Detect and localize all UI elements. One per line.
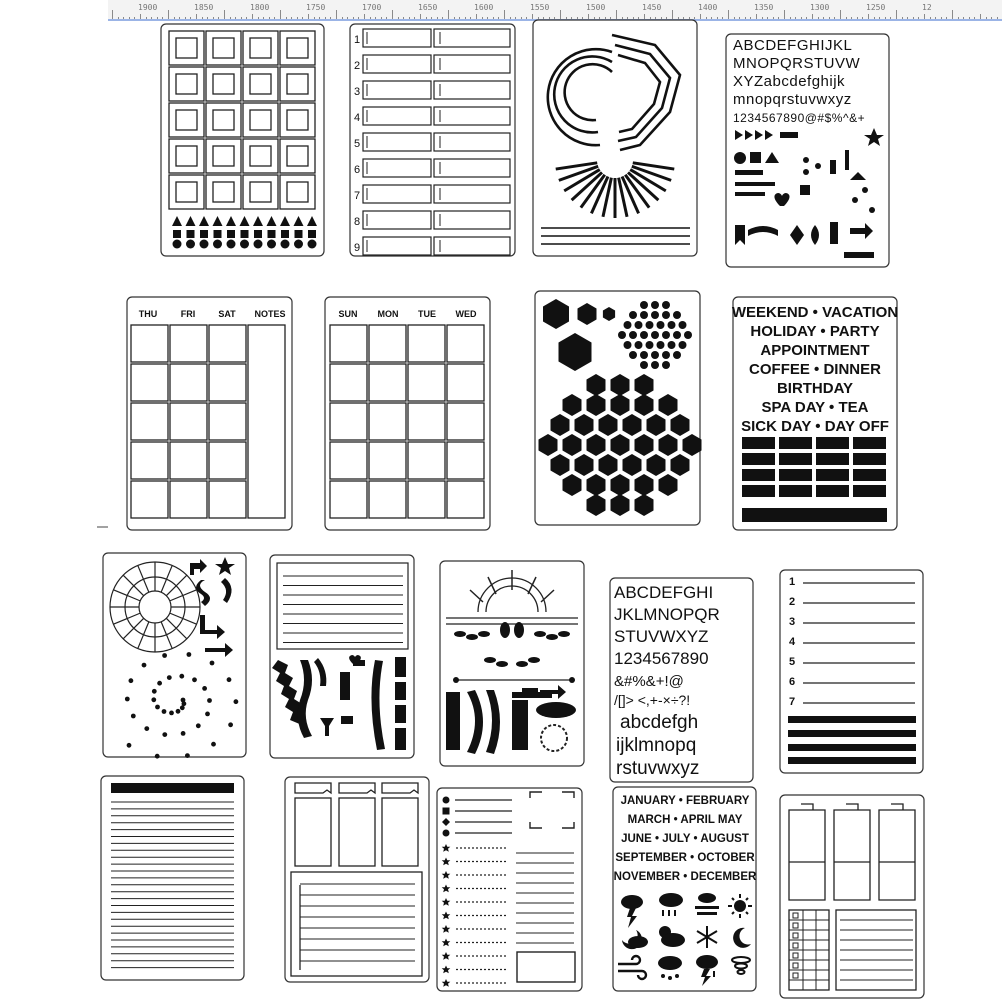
list-number: 8	[354, 216, 361, 228]
ruler-label: 1400	[698, 3, 718, 12]
label-block	[853, 469, 886, 481]
spiral-dot	[151, 697, 156, 702]
alphabet-line: ABCDEFGHIJKL	[733, 37, 853, 54]
square-mark	[295, 230, 303, 238]
ruler-label: 1500	[586, 3, 606, 12]
day-label: SAT	[218, 309, 236, 319]
label-bar	[742, 508, 887, 522]
label-block	[779, 437, 812, 449]
square-mark	[254, 230, 262, 238]
month-line: JUNE • JULY • AUGUST	[621, 833, 749, 845]
alphabet-line: 1234567890@#$%^&+	[733, 111, 866, 125]
dot-mark	[662, 311, 670, 319]
label-block	[816, 453, 849, 465]
spiral-dot	[155, 705, 160, 710]
alphabet-line: ijklmnopq	[616, 735, 697, 756]
alphabet-line: /[]> <,+-×÷?!	[614, 692, 691, 708]
spiral-dot	[176, 709, 181, 714]
week-calendar-sun-stencil	[325, 297, 490, 530]
list-number: 4	[789, 636, 796, 648]
dot-mark	[662, 331, 670, 339]
checklist-stencil	[437, 788, 582, 991]
square-mark	[173, 230, 181, 238]
dot-mark	[629, 331, 637, 339]
dot-mark	[635, 321, 643, 329]
ruler-label: 1350	[754, 3, 774, 12]
ruler-label: 1750	[306, 3, 326, 12]
alphabet-line: MNOPQRSTUVW	[733, 55, 861, 72]
circle-mark	[213, 240, 222, 249]
dot-mark	[640, 351, 648, 359]
list-number: 3	[789, 616, 796, 628]
spiral-dot	[179, 674, 184, 679]
spiral-dot	[167, 675, 172, 680]
dot-mark	[662, 351, 670, 359]
spiral-dot	[142, 663, 147, 668]
dot-mark	[673, 331, 681, 339]
label-block	[779, 469, 812, 481]
day-label: WED	[455, 309, 477, 319]
month-line: JANUARY • FEBRUARY	[620, 795, 750, 807]
day-label: THU	[138, 309, 158, 319]
dot-mark	[684, 331, 692, 339]
bullet-mark	[443, 797, 450, 804]
label-block	[779, 453, 812, 465]
spiral-dot	[234, 699, 239, 704]
circle-hexagon-stencil	[533, 20, 697, 256]
ruler-label: 1700	[362, 3, 382, 12]
spiral-dot	[181, 731, 186, 736]
label-block	[742, 485, 775, 497]
dot-mark	[668, 321, 676, 329]
dot-mark	[640, 301, 648, 309]
dot-mark	[624, 341, 632, 349]
label-block	[742, 437, 775, 449]
ruler-label: 1450	[642, 3, 662, 12]
alphabet-line: STUVWXYZ	[614, 627, 709, 646]
circle-mark	[227, 240, 236, 249]
circle-mark	[294, 240, 303, 249]
label-block	[853, 437, 886, 449]
circle-mark	[281, 240, 290, 249]
label-block	[816, 469, 849, 481]
circle-mark	[267, 240, 276, 249]
spiral-dot	[196, 723, 201, 728]
list-number: 7	[354, 190, 361, 202]
circle-mark	[200, 240, 209, 249]
events-words-stencil	[732, 297, 898, 530]
square-mark	[268, 230, 276, 238]
list-number: 9	[354, 242, 361, 254]
square-mark	[308, 230, 316, 238]
spiral-dot	[211, 742, 216, 747]
dot-mark	[629, 351, 637, 359]
alphabet-line: abcdefgh	[620, 712, 699, 733]
spiral-dot	[180, 705, 185, 710]
circle-mark	[186, 240, 195, 249]
spiral-dot	[127, 743, 132, 748]
square-mark	[187, 230, 195, 238]
ruler-label: 1650	[418, 3, 438, 12]
ruler-label: 1250	[866, 3, 886, 12]
list-number: 6	[354, 164, 361, 176]
week-calendar-thu-stencil	[127, 297, 292, 530]
month-line: SEPTEMBER • OCTOBER	[615, 852, 755, 864]
square-mark	[214, 230, 222, 238]
dot-mark	[635, 341, 643, 349]
dot-mark	[651, 301, 659, 309]
spiral-dot	[162, 709, 167, 714]
square-mark	[241, 230, 249, 238]
list-number: 2	[354, 60, 361, 72]
dot-mark	[624, 321, 632, 329]
spiral-dot	[182, 701, 187, 706]
banners-lines-stencil	[270, 555, 414, 758]
dot-mark	[668, 341, 676, 349]
spiral-dot	[169, 711, 174, 716]
label-block	[742, 469, 775, 481]
spiral-dot	[202, 686, 207, 691]
spiral-dot	[187, 652, 192, 657]
dot-mark	[679, 321, 687, 329]
ruler-label: 1600	[474, 3, 494, 12]
lined-page-stencil	[101, 776, 244, 980]
square-mark	[281, 230, 289, 238]
list-number: 1	[789, 576, 796, 588]
spiral-dot	[207, 698, 212, 703]
event-line: APPOINTMENT	[760, 342, 870, 359]
hexagon-stencil	[535, 291, 702, 525]
square-mark	[200, 230, 208, 238]
ruler-label: 12	[922, 3, 932, 12]
alphabet-line: mnopqrstuvwxyz	[733, 91, 852, 108]
day-label: MON	[377, 309, 399, 319]
spiral-dot	[162, 653, 167, 658]
numbered-seven-stencil	[780, 570, 923, 773]
day-label: SUN	[338, 309, 358, 319]
dot-mark	[646, 341, 654, 349]
dot-mark	[651, 361, 659, 369]
dot-mark	[640, 331, 648, 339]
list-number: 5	[789, 656, 796, 668]
dot-mark	[673, 351, 681, 359]
spiral-dot	[144, 726, 149, 731]
label-block	[853, 453, 886, 465]
label-block	[742, 453, 775, 465]
event-line: COFFEE • DINNER	[749, 361, 881, 378]
alphabet-line: ABCDEFGHI	[614, 583, 714, 602]
ruler-label: 1850	[194, 3, 214, 12]
spiral-dot	[152, 689, 157, 694]
day-label: NOTES	[254, 309, 286, 319]
dot-mark	[618, 331, 626, 339]
circle-mark	[240, 240, 249, 249]
dot-mark	[640, 361, 648, 369]
spiral-dot	[227, 677, 232, 682]
alphabet-icons-stencil	[726, 34, 889, 267]
ruler-label: 1800	[250, 3, 270, 12]
event-line: SPA DAY • TEA	[761, 399, 869, 416]
day-label: FRI	[180, 309, 196, 319]
dot-mark	[673, 311, 681, 319]
event-line: HOLIDAY • PARTY	[750, 323, 880, 340]
dot-mark	[662, 301, 670, 309]
list-number: 2	[789, 596, 796, 608]
columns-tables-stencil	[780, 795, 924, 998]
day-label: TUE	[418, 309, 436, 319]
dot-mark	[679, 341, 687, 349]
dot-mark	[651, 331, 659, 339]
square-mark	[227, 230, 235, 238]
alphabet-line: rstuvwxyz	[616, 758, 700, 779]
label-block	[779, 485, 812, 497]
dot-mark	[651, 351, 659, 359]
spiral-dot	[192, 677, 197, 682]
dot-mark	[646, 321, 654, 329]
sun-laurel-stencil	[440, 561, 584, 766]
dot-mark	[657, 341, 665, 349]
dot-mark	[657, 321, 665, 329]
spiral-dot	[157, 681, 162, 686]
ruler-label: 1300	[810, 3, 830, 12]
spiral-dot	[205, 712, 210, 717]
label-block	[816, 437, 849, 449]
circle-mark	[254, 240, 263, 249]
list-number: 7	[789, 696, 796, 708]
list-number: 4	[354, 112, 361, 124]
alphabet-line: 1234567890	[614, 649, 709, 668]
alphabet-line: &#%&+!@	[614, 673, 684, 690]
wheel-arrows-stencil	[103, 553, 246, 759]
spiral-dot	[228, 722, 233, 727]
three-columns-stencil	[285, 777, 429, 982]
circle-mark	[308, 240, 317, 249]
numbered-list-stencil	[350, 24, 515, 256]
square-grid-stencil	[161, 24, 324, 256]
ruler-label: 1900	[138, 3, 158, 12]
list-number: 1	[354, 34, 361, 46]
alphabet-line: JKLMNOPQR	[614, 605, 720, 624]
dot-mark	[629, 311, 637, 319]
dot-mark	[640, 311, 648, 319]
months-weather-stencil	[613, 787, 757, 991]
dot-mark	[662, 361, 670, 369]
alphabet-large-stencil	[610, 578, 753, 782]
spiral-dot	[155, 754, 160, 759]
ruler-label: 1550	[530, 3, 550, 12]
list-number: 6	[789, 676, 796, 688]
spiral-dot	[129, 678, 134, 683]
alphabet-line: XYZabcdefghijk	[733, 73, 846, 90]
event-line: SICK DAY • DAY OFF	[741, 418, 889, 435]
event-line: WEEKEND • VACATION	[731, 304, 899, 321]
dot-mark	[651, 311, 659, 319]
bullet-mark	[443, 808, 450, 815]
circle-mark	[173, 240, 182, 249]
bullet-mark	[443, 830, 450, 837]
spiral-dot	[210, 661, 215, 666]
list-number: 5	[354, 138, 361, 150]
spiral-dot	[185, 753, 190, 758]
spiral-dot	[162, 732, 167, 737]
month-line: MARCH • APRIL MAY	[627, 814, 743, 826]
label-block	[816, 485, 849, 497]
spiral-dot	[131, 714, 136, 719]
month-line: NOVEMBER • DECEMBER	[613, 871, 757, 883]
label-block	[853, 485, 886, 497]
list-number: 3	[354, 86, 361, 98]
event-line: BIRTHDAY	[776, 380, 854, 397]
spiral-dot	[125, 697, 130, 702]
